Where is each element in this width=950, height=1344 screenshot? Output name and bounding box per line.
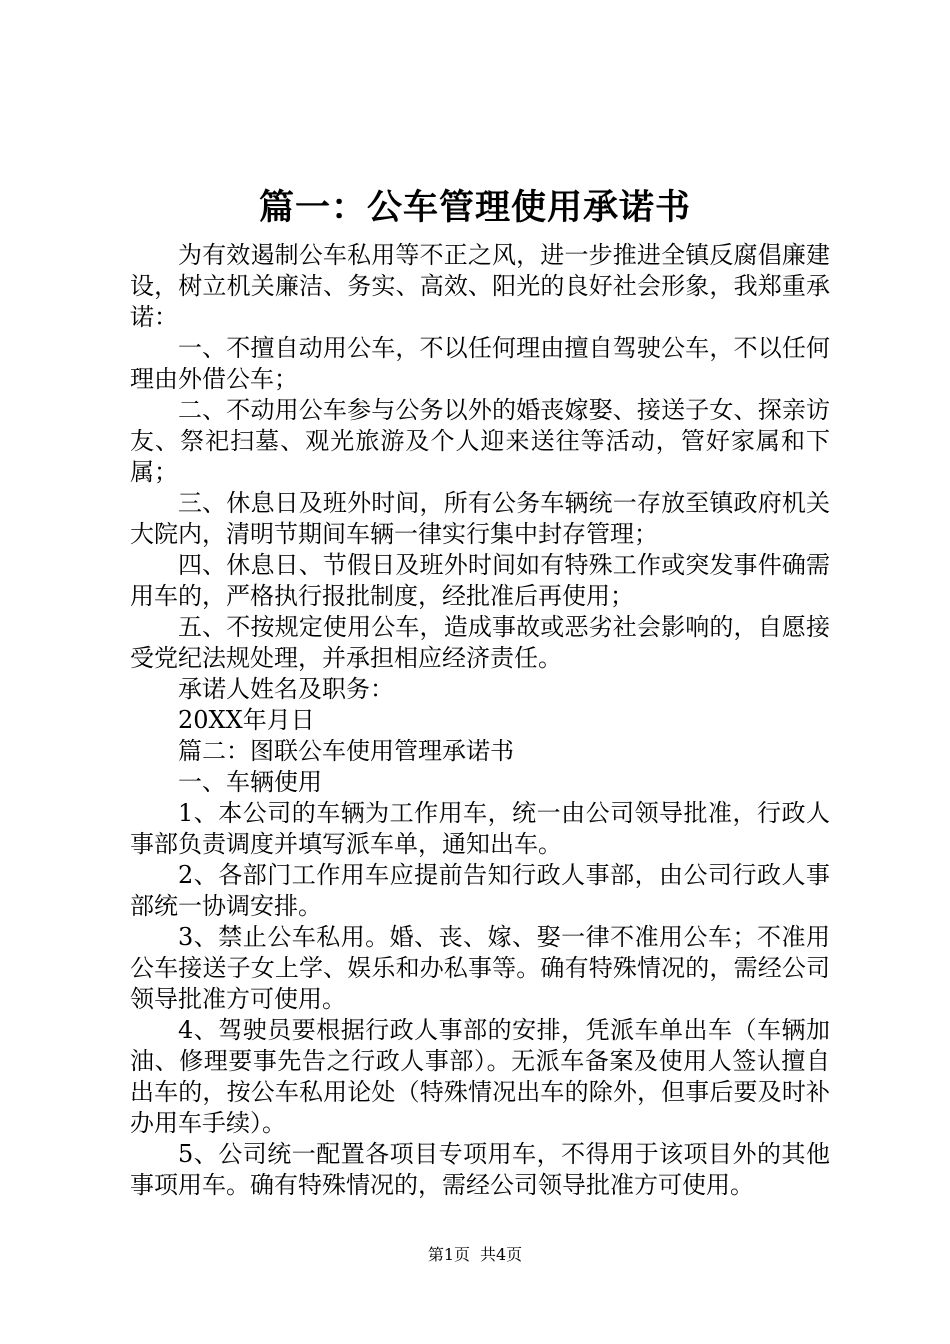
rule-item-4: 4、驾驶员要根据行政人事部的安排，凭派车单出车（车辆加油、修理要事先告之行政人事部）。无派车备案及使用人签认擅自出车的，按公车私用论处（特殊情况出车的除外，但事后要及时补办用车手续）。	[130, 1016, 830, 1137]
section-two-title: 篇二：图联公车使用管理承诺书	[178, 737, 514, 765]
date-line: 20XX年月日	[178, 706, 315, 734]
pledge-item-1: 一、不擅自动用公车，不以任何理由擅自驾驶公车，不以任何理由外借公车；	[130, 334, 830, 393]
pledge-item-3: 三、休息日及班外时间，所有公务车辆统一存放至镇政府机关大院内，清明节期间车辆一律实行集中封存管理；	[130, 489, 830, 548]
intro-paragraph: 为有效遏制公车私用等不正之风，进一步推进全镇反腐倡廉建设，树立机关廉洁、务实、高效、阳光的良好社会形象，我郑重承诺：	[130, 241, 830, 331]
rule-item-5: 5、公司统一配置各项目专项用车，不得用于该项目外的其他事项用车。确有特殊情况的，需经公司领导批准方可使用。	[130, 1140, 830, 1199]
pledge-item-5: 五、不按规定使用公车，造成事故或恶劣社会影响的，自愿接受党纪法规处理，并承担相应经济责任。	[130, 613, 830, 672]
rule-item-3: 3、禁止公车私用。婚、丧、嫁、娶一律不准用公车；不准用公车接送子女上学、娱乐和办私事等。确有特殊情况的，需经公司领导批准方可使用。	[130, 923, 830, 1013]
document-title: 篇一：公车管理使用承诺书	[258, 187, 691, 228]
section-heading-vehicle-use: 一、车辆使用	[178, 768, 322, 796]
page-footer	[0, 1244, 950, 1266]
pledge-item-2: 二、不动用公车参与公务以外的婚丧嫁娶、接送子女、探亲访友、祭祀扫墓、观光旅游及个人迎来送往等活动，管好家属和下属；	[130, 396, 830, 486]
rule-item-2: 2、各部门工作用车应提前告知行政人事部，由公司行政人事部统一协调安排。	[130, 861, 830, 920]
page-number: 第1页	[427, 1245, 470, 1264]
page-total: 共4页	[480, 1245, 523, 1264]
rule-item-1: 1、本公司的车辆为工作用车，统一由公司领导批准，行政人事部负责调度并填写派车单，通知出车。	[130, 799, 830, 858]
pledge-item-4: 四、休息日、节假日及班外时间如有特殊工作或突发事件确需用车的，严格执行报批制度，经批准后再使用；	[130, 551, 830, 610]
document-body	[130, 240, 830, 1201]
signer-line: 承诺人姓名及职务：	[178, 675, 394, 703]
